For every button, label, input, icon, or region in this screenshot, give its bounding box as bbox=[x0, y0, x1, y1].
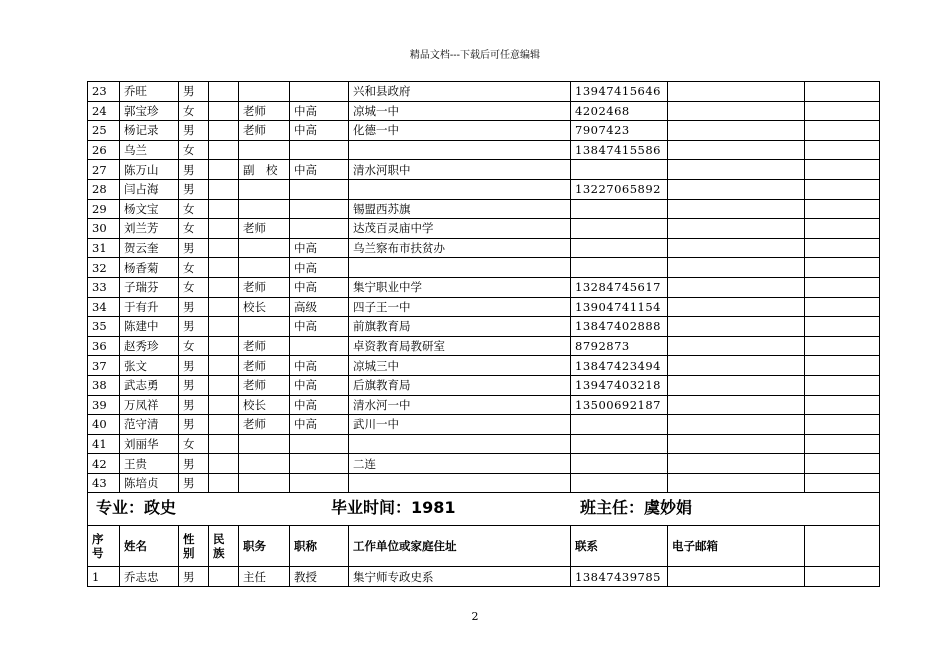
cell-title bbox=[290, 219, 349, 239]
cell-email bbox=[668, 219, 805, 239]
cell-extra bbox=[805, 336, 880, 356]
cell-ethnicity bbox=[209, 434, 239, 454]
cell-seq: 26 bbox=[88, 140, 120, 160]
cell-name: 陈万山 bbox=[120, 160, 179, 180]
table-row bbox=[88, 160, 880, 180]
col-seq: 序号 bbox=[88, 526, 120, 567]
cell-title: 中高 bbox=[290, 356, 349, 376]
cell-ethnicity bbox=[209, 375, 239, 395]
cell-extra bbox=[805, 454, 880, 474]
cell-email bbox=[668, 101, 805, 121]
cell-position bbox=[239, 238, 290, 258]
cell-email bbox=[668, 454, 805, 474]
cell-extra bbox=[805, 567, 880, 587]
cell-title bbox=[290, 199, 349, 219]
table-row bbox=[88, 101, 880, 121]
table-row bbox=[88, 179, 880, 199]
cell-seq: 34 bbox=[88, 297, 120, 317]
cell-name: 闫占海 bbox=[120, 179, 179, 199]
cell-contact: 13847439785 bbox=[571, 567, 668, 587]
cell-gender: 女 bbox=[179, 336, 209, 356]
cell-gender: 男 bbox=[179, 160, 209, 180]
cell-position bbox=[239, 473, 290, 493]
table-row bbox=[88, 395, 880, 415]
cell-workplace: 凉城三中 bbox=[349, 356, 571, 376]
cell-gender: 女 bbox=[179, 140, 209, 160]
cell-gender: 女 bbox=[179, 258, 209, 278]
col-gender: 性别 bbox=[179, 526, 209, 567]
cell-name: 万凤祥 bbox=[120, 395, 179, 415]
cell-title: 中高 bbox=[290, 258, 349, 278]
cell-position bbox=[239, 454, 290, 474]
cell-position: 老师 bbox=[239, 121, 290, 141]
cell-extra bbox=[805, 121, 880, 141]
cell-workplace bbox=[349, 258, 571, 278]
col-email: 电子邮箱 bbox=[668, 526, 805, 567]
cell-email bbox=[668, 277, 805, 297]
cell-name: 刘丽华 bbox=[120, 434, 179, 454]
alumni-table bbox=[87, 81, 880, 587]
page-header: 精品文档---下载后可任意编辑 bbox=[409, 50, 541, 61]
cell-email bbox=[668, 121, 805, 141]
cell-workplace: 二连 bbox=[349, 454, 571, 474]
cell-email bbox=[668, 199, 805, 219]
table-row bbox=[88, 238, 880, 258]
cell-seq: 28 bbox=[88, 179, 120, 199]
table-row bbox=[88, 317, 880, 337]
cell-email bbox=[668, 375, 805, 395]
cell-name: 杨记录 bbox=[120, 121, 179, 141]
cell-workplace: 集宁职业中学 bbox=[349, 277, 571, 297]
cell-contact bbox=[571, 160, 668, 180]
cell-ethnicity bbox=[209, 101, 239, 121]
cell-gender: 男 bbox=[179, 238, 209, 258]
cell-email bbox=[668, 82, 805, 102]
cell-gender: 男 bbox=[179, 375, 209, 395]
table-row bbox=[88, 82, 880, 102]
cell-email bbox=[668, 160, 805, 180]
cell-contact: 13947415646 bbox=[571, 82, 668, 102]
cell-contact: 13284745617 bbox=[571, 277, 668, 297]
cell-workplace: 达茂百灵庙中学 bbox=[349, 219, 571, 239]
cell-ethnicity bbox=[209, 415, 239, 435]
cell-ethnicity bbox=[209, 199, 239, 219]
cell-workplace bbox=[349, 473, 571, 493]
cell-workplace: 后旗教育局 bbox=[349, 375, 571, 395]
cell-extra bbox=[805, 219, 880, 239]
cell-name: 陈培贞 bbox=[120, 473, 179, 493]
cell-title: 中高 bbox=[290, 238, 349, 258]
cell-ethnicity bbox=[209, 179, 239, 199]
cell-gender: 女 bbox=[179, 434, 209, 454]
table-body-third bbox=[88, 567, 880, 587]
cell-ethnicity bbox=[209, 258, 239, 278]
cell-seq: 40 bbox=[88, 415, 120, 435]
cell-email bbox=[668, 336, 805, 356]
col-ethnicity: 民族 bbox=[209, 526, 239, 567]
cell-workplace bbox=[349, 179, 571, 199]
cell-position: 主任 bbox=[239, 567, 290, 587]
cell-ethnicity bbox=[209, 395, 239, 415]
cell-contact: 13847415586 bbox=[571, 140, 668, 160]
col-extra bbox=[805, 526, 880, 567]
cell-title: 中高 bbox=[290, 277, 349, 297]
cell-seq: 41 bbox=[88, 434, 120, 454]
cell-contact: 7907423 bbox=[571, 121, 668, 141]
cell-gender: 男 bbox=[179, 567, 209, 587]
col-workplace: 工作单位或家庭住址 bbox=[349, 526, 571, 567]
cell-extra bbox=[805, 199, 880, 219]
cell-seq: 38 bbox=[88, 375, 120, 395]
cell-email bbox=[668, 415, 805, 435]
cell-ethnicity bbox=[209, 277, 239, 297]
cell-extra bbox=[805, 356, 880, 376]
cell-extra bbox=[805, 434, 880, 454]
cell-title bbox=[290, 140, 349, 160]
cell-position bbox=[239, 434, 290, 454]
cell-extra bbox=[805, 82, 880, 102]
cell-email bbox=[668, 297, 805, 317]
cell-name: 乔旺 bbox=[120, 82, 179, 102]
cell-name: 乌兰 bbox=[120, 140, 179, 160]
cell-name: 杨文宝 bbox=[120, 199, 179, 219]
table-row bbox=[88, 277, 880, 297]
cell-name: 刘兰芳 bbox=[120, 219, 179, 239]
cell-workplace: 前旗教育局 bbox=[349, 317, 571, 337]
cell-name: 杨香菊 bbox=[120, 258, 179, 278]
cell-gender: 男 bbox=[179, 415, 209, 435]
cell-email bbox=[668, 395, 805, 415]
cell-workplace: 四子王一中 bbox=[349, 297, 571, 317]
cell-ethnicity bbox=[209, 297, 239, 317]
cell-contact bbox=[571, 415, 668, 435]
cell-seq: 36 bbox=[88, 336, 120, 356]
cell-position: 老师 bbox=[239, 336, 290, 356]
cell-gender: 男 bbox=[179, 179, 209, 199]
cell-workplace: 锡盟西苏旗 bbox=[349, 199, 571, 219]
table-row bbox=[88, 219, 880, 239]
page-number: 2 bbox=[471, 610, 479, 623]
cell-email bbox=[668, 473, 805, 493]
col-title: 职称 bbox=[290, 526, 349, 567]
cell-title: 高级 bbox=[290, 297, 349, 317]
cell-contact: 13847423494 bbox=[571, 356, 668, 376]
cell-title bbox=[290, 82, 349, 102]
cell-contact bbox=[571, 258, 668, 278]
cell-title: 教授 bbox=[290, 567, 349, 587]
cell-gender: 男 bbox=[179, 121, 209, 141]
cell-ethnicity bbox=[209, 160, 239, 180]
cell-ethnicity bbox=[209, 219, 239, 239]
cell-email bbox=[668, 356, 805, 376]
cell-position: 老师 bbox=[239, 277, 290, 297]
cell-ethnicity bbox=[209, 567, 239, 587]
cell-extra bbox=[805, 238, 880, 258]
cell-name: 乔志忠 bbox=[120, 567, 179, 587]
cell-workplace: 清水河职中 bbox=[349, 160, 571, 180]
cell-position bbox=[239, 317, 290, 337]
cell-gender: 男 bbox=[179, 82, 209, 102]
cell-position bbox=[239, 82, 290, 102]
cell-extra bbox=[805, 297, 880, 317]
major-label: 专业：政史 bbox=[96, 498, 177, 518]
cell-seq: 35 bbox=[88, 317, 120, 337]
table-body-second bbox=[88, 493, 880, 567]
table-body-first bbox=[88, 82, 880, 493]
cell-seq: 42 bbox=[88, 454, 120, 474]
cell-contact: 13904741154 bbox=[571, 297, 668, 317]
cell-extra bbox=[805, 258, 880, 278]
cell-workplace: 集宁师专政史系 bbox=[349, 567, 571, 587]
cell-gender: 男 bbox=[179, 395, 209, 415]
cell-gender: 女 bbox=[179, 277, 209, 297]
cell-name: 陈建中 bbox=[120, 317, 179, 337]
cell-email bbox=[668, 140, 805, 160]
cell-ethnicity bbox=[209, 82, 239, 102]
cell-contact bbox=[571, 454, 668, 474]
cell-seq: 23 bbox=[88, 82, 120, 102]
cell-gender: 男 bbox=[179, 356, 209, 376]
table-row bbox=[88, 415, 880, 435]
cell-position bbox=[239, 258, 290, 278]
cell-extra bbox=[805, 375, 880, 395]
cell-gender: 女 bbox=[179, 219, 209, 239]
cell-ethnicity bbox=[209, 140, 239, 160]
cell-seq: 27 bbox=[88, 160, 120, 180]
cell-title: 中高 bbox=[290, 160, 349, 180]
table-row bbox=[88, 140, 880, 160]
cell-extra bbox=[805, 415, 880, 435]
cell-workplace: 乌兰察布市扶贫办 bbox=[349, 238, 571, 258]
cell-name: 贺云奎 bbox=[120, 238, 179, 258]
table-row bbox=[88, 454, 880, 474]
cell-extra bbox=[805, 140, 880, 160]
cell-seq: 31 bbox=[88, 238, 120, 258]
cell-contact bbox=[571, 434, 668, 454]
cell-name: 赵秀珍 bbox=[120, 336, 179, 356]
cell-contact bbox=[571, 219, 668, 239]
table-row bbox=[88, 375, 880, 395]
cell-seq: 32 bbox=[88, 258, 120, 278]
cell-position: 老师 bbox=[239, 101, 290, 121]
cell-workplace: 武川一中 bbox=[349, 415, 571, 435]
cell-contact bbox=[571, 238, 668, 258]
cell-name: 范守清 bbox=[120, 415, 179, 435]
cell-gender: 男 bbox=[179, 297, 209, 317]
cell-gender: 男 bbox=[179, 473, 209, 493]
cell-contact bbox=[571, 473, 668, 493]
cell-ethnicity bbox=[209, 356, 239, 376]
cell-position: 老师 bbox=[239, 356, 290, 376]
cell-seq: 43 bbox=[88, 473, 120, 493]
cell-title bbox=[290, 179, 349, 199]
table-row bbox=[88, 297, 880, 317]
cell-seq: 33 bbox=[88, 277, 120, 297]
cell-seq: 39 bbox=[88, 395, 120, 415]
cell-title bbox=[290, 434, 349, 454]
cell-ethnicity bbox=[209, 121, 239, 141]
table-row bbox=[88, 121, 880, 141]
table-row bbox=[88, 567, 880, 587]
cell-seq: 29 bbox=[88, 199, 120, 219]
cell-title: 中高 bbox=[290, 317, 349, 337]
cell-name: 于有升 bbox=[120, 297, 179, 317]
table-row bbox=[88, 356, 880, 376]
cell-position: 老师 bbox=[239, 219, 290, 239]
cell-position: 校长 bbox=[239, 297, 290, 317]
cell-workplace bbox=[349, 434, 571, 454]
cell-position bbox=[239, 199, 290, 219]
table-row bbox=[88, 258, 880, 278]
cell-seq: 24 bbox=[88, 101, 120, 121]
cell-seq: 25 bbox=[88, 121, 120, 141]
cell-gender: 女 bbox=[179, 199, 209, 219]
cell-seq: 1 bbox=[88, 567, 120, 587]
cell-extra bbox=[805, 395, 880, 415]
cell-email bbox=[668, 179, 805, 199]
cell-extra bbox=[805, 160, 880, 180]
cell-contact: 8792873 bbox=[571, 336, 668, 356]
cell-extra bbox=[805, 473, 880, 493]
cell-title: 中高 bbox=[290, 101, 349, 121]
cell-contact: 4202468 bbox=[571, 101, 668, 121]
graduation-time: 毕业时间：1981 bbox=[331, 498, 456, 518]
cell-position: 副 校 bbox=[239, 160, 290, 180]
cell-name: 郭宝珍 bbox=[120, 101, 179, 121]
cell-seq: 30 bbox=[88, 219, 120, 239]
cell-title bbox=[290, 473, 349, 493]
cell-ethnicity bbox=[209, 473, 239, 493]
table-row bbox=[88, 199, 880, 219]
cell-contact bbox=[571, 199, 668, 219]
cell-position bbox=[239, 140, 290, 160]
cell-email bbox=[668, 238, 805, 258]
cell-workplace: 清水河一中 bbox=[349, 395, 571, 415]
cell-name: 子瑞芬 bbox=[120, 277, 179, 297]
cell-position: 老师 bbox=[239, 375, 290, 395]
cell-position: 老师 bbox=[239, 415, 290, 435]
cell-workplace: 凉城一中 bbox=[349, 101, 571, 121]
cell-title bbox=[290, 336, 349, 356]
cell-ethnicity bbox=[209, 454, 239, 474]
column-header-row bbox=[88, 526, 880, 567]
cell-extra bbox=[805, 101, 880, 121]
section-row bbox=[88, 493, 880, 526]
cell-email bbox=[668, 258, 805, 278]
table-row bbox=[88, 473, 880, 493]
cell-contact: 13847402888 bbox=[571, 317, 668, 337]
cell-title: 中高 bbox=[290, 395, 349, 415]
col-name: 姓名 bbox=[120, 526, 179, 567]
cell-email bbox=[668, 317, 805, 337]
table-row bbox=[88, 434, 880, 454]
cell-workplace bbox=[349, 140, 571, 160]
cell-contact: 13500692187 bbox=[571, 395, 668, 415]
cell-contact: 13947403218 bbox=[571, 375, 668, 395]
cell-ethnicity bbox=[209, 238, 239, 258]
cell-position: 校长 bbox=[239, 395, 290, 415]
cell-name: 王贵 bbox=[120, 454, 179, 474]
table-row bbox=[88, 336, 880, 356]
cell-name: 张文 bbox=[120, 356, 179, 376]
cell-ethnicity bbox=[209, 317, 239, 337]
cell-workplace: 化德一中 bbox=[349, 121, 571, 141]
cell-email bbox=[668, 567, 805, 587]
cell-title: 中高 bbox=[290, 121, 349, 141]
cell-ethnicity bbox=[209, 336, 239, 356]
cell-gender: 男 bbox=[179, 454, 209, 474]
cell-extra bbox=[805, 317, 880, 337]
cell-gender: 男 bbox=[179, 317, 209, 337]
cell-position bbox=[239, 179, 290, 199]
cell-email bbox=[668, 434, 805, 454]
cell-title: 中高 bbox=[290, 375, 349, 395]
cell-workplace: 卓资教育局教研室 bbox=[349, 336, 571, 356]
cell-title: 中高 bbox=[290, 415, 349, 435]
cell-contact: 13227065892 bbox=[571, 179, 668, 199]
cell-seq: 37 bbox=[88, 356, 120, 376]
cell-extra bbox=[805, 179, 880, 199]
cell-workplace: 兴和县政府 bbox=[349, 82, 571, 102]
cell-name: 武志勇 bbox=[120, 375, 179, 395]
cell-extra bbox=[805, 277, 880, 297]
col-contact: 联系 bbox=[571, 526, 668, 567]
cell-gender: 女 bbox=[179, 101, 209, 121]
col-position: 职务 bbox=[239, 526, 290, 567]
cell-title bbox=[290, 454, 349, 474]
class-teacher: 班主任：虞妙娟 bbox=[580, 498, 693, 518]
